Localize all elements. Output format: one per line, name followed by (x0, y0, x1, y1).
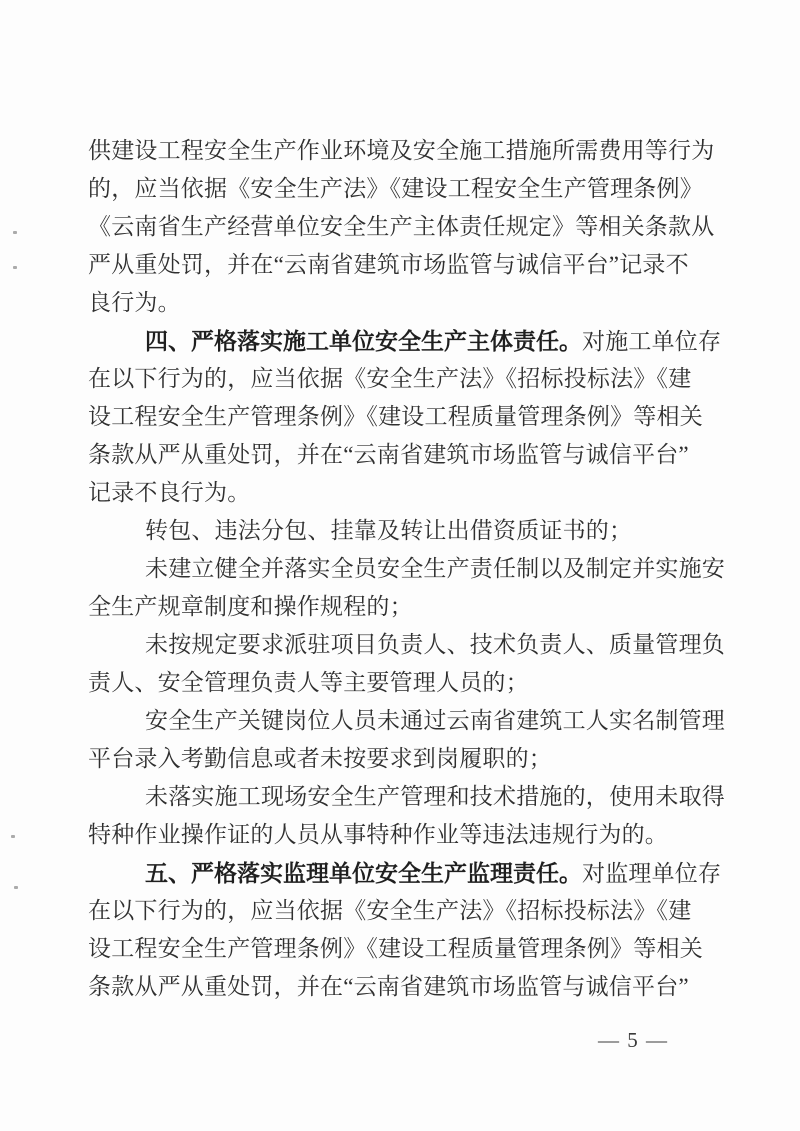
document-line (88, 246, 728, 284)
body-text: 条款从严从重处罚，并在“云南省建筑市场监管与诚信平台” (88, 442, 689, 467)
body-text: 未按规定要求派驻项目负责人、技术负责人、质量管理负 (145, 632, 725, 657)
body-text: 未落实施工现场安全生产管理和技术措施的，使用未取得 (145, 784, 725, 809)
scan-speck (13, 231, 17, 234)
body-text: 条款从严从重处罚，并在“云南省建筑市场监管与诚信平台” (88, 974, 689, 999)
section-heading-text: 五、严格落实监理单位安全生产监理责任。 (145, 860, 582, 886)
document-body (88, 132, 728, 1006)
body-text: 特种作业操作证的人员从事特种作业等违法违规行为的。 (88, 822, 668, 847)
body-text: 对监理单位存 (582, 861, 722, 886)
body-text: 在以下行为的，应当依据《安全生产法》《招标投标法》《建 (88, 366, 692, 391)
document-line (88, 360, 728, 398)
body-text: 良行为。 (88, 290, 181, 315)
document-line (88, 816, 728, 854)
document-line (88, 132, 728, 170)
body-text: 记录不良行为。 (88, 480, 251, 505)
section-heading-text: 四、严格落实施工单位安全生产主体责任。 (145, 328, 582, 354)
body-text: 安全生产关键岗位人员未通过云南省建筑工人实名制管理 (145, 708, 725, 733)
document-line (88, 702, 728, 740)
body-text: 严从重处罚，并在“云南省建筑市场监管与诚信平台”记录不 (88, 252, 689, 277)
body-text: 《云南省生产经营单位安全生产主体责任规定》等相关条款从 (88, 214, 715, 239)
document-line (88, 284, 728, 322)
body-text: 的，应当依据《安全生产法》《建设工程安全生产管理条例》 (88, 176, 703, 201)
document-line (88, 778, 728, 816)
page-number: — 5 — (598, 1028, 669, 1052)
document-line (88, 474, 728, 512)
document-line (88, 626, 728, 664)
body-text: 设工程安全生产管理条例》《建设工程质量管理条例》等相关 (88, 404, 703, 429)
document-line (88, 512, 728, 550)
body-text: 未建立健全并落实全员安全生产责任制以及制定并实施安 (145, 556, 725, 581)
document-line (88, 968, 728, 1006)
document-line (88, 930, 728, 968)
body-text: 设工程安全生产管理条例》《建设工程质量管理条例》等相关 (88, 936, 703, 961)
document-line (88, 588, 728, 626)
document-line (88, 664, 728, 702)
body-text: 全生产规章制度和操作规程的； (88, 594, 413, 619)
document-line (88, 170, 728, 208)
body-text: 平台录入考勤信息或者未按要求到岗履职的； (88, 746, 552, 771)
scan-speck (14, 886, 18, 889)
document-line (88, 550, 728, 588)
body-text: 责人、安全管理负责人等主要管理人员的； (88, 670, 529, 695)
body-text: 在以下行为的，应当依据《安全生产法》《招标投标法》《建 (88, 898, 692, 923)
document-line-section-heading (88, 854, 728, 892)
document-line-section-heading (88, 322, 728, 360)
body-text: 供建设工程安全生产作业环境及安全施工措施所需费用等行为 (88, 138, 715, 163)
document-line (88, 208, 728, 246)
document-line (88, 740, 728, 778)
body-text: 对施工单位存 (582, 329, 722, 354)
document-line (88, 892, 728, 930)
document-line (88, 398, 728, 436)
document-line (88, 436, 728, 474)
scan-speck (11, 835, 15, 838)
body-text: 转包、违法分包、挂靠及转让出借资质证书的； (145, 518, 633, 543)
scan-speck (13, 266, 17, 269)
